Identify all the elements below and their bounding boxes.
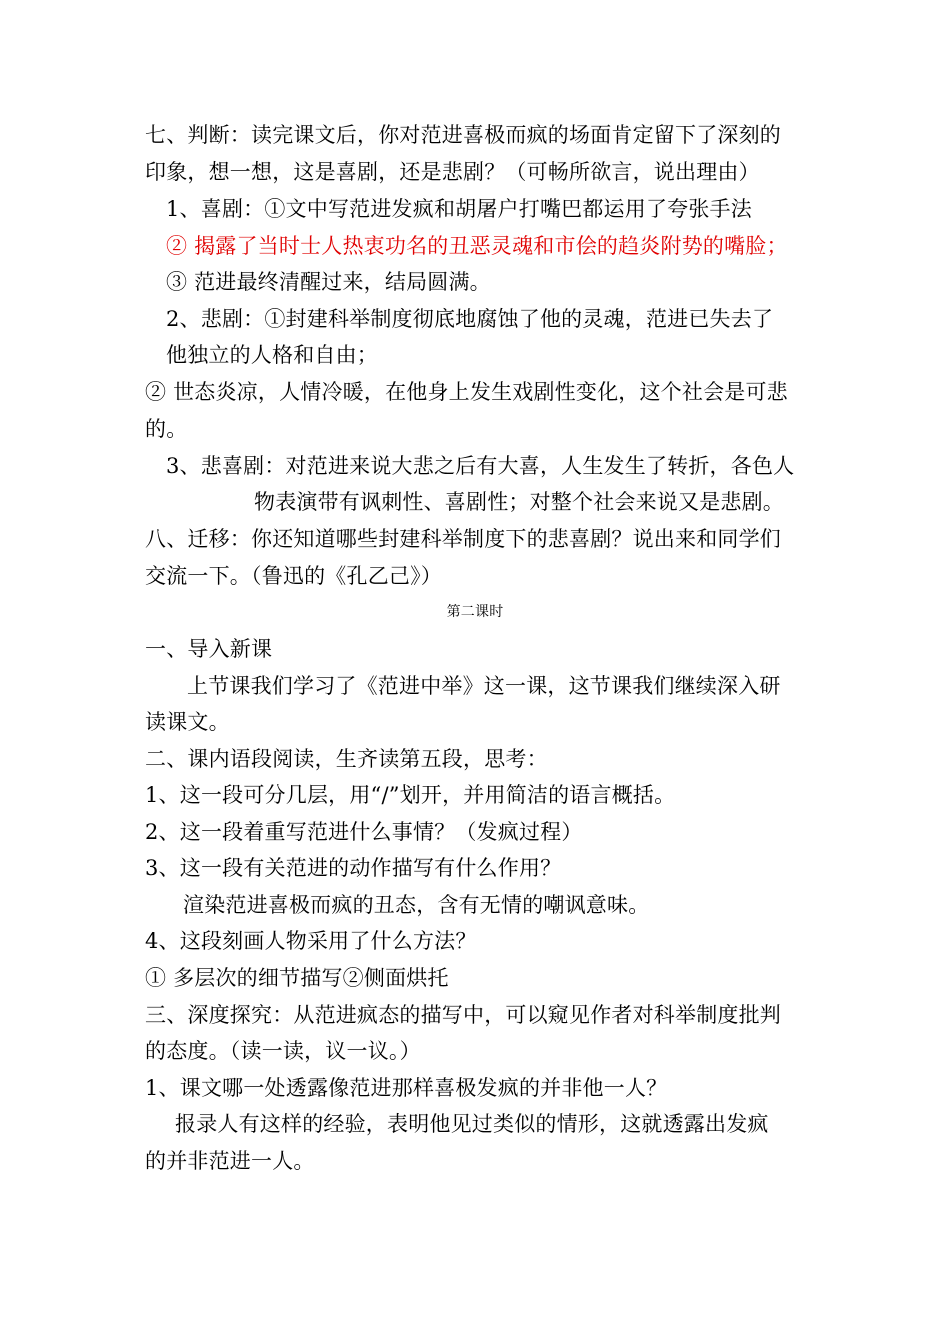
paragraph-line: 上节课我们学习了《范进中举》这一课，这节课我们继续深入研 xyxy=(187,674,781,698)
comedy-point-2-highlight: ② 揭露了当时士人热衷功名的丑恶灵魂和市侩的趋炎附势的嘴脸； xyxy=(166,234,788,258)
tragedy-point-1: 2、悲剧：①封建科举制度彻底地腐蚀了他的灵魂，范进已失去了 xyxy=(166,307,774,331)
paragraph-line: 物表演带有讽刺性、喜剧性；对整个社会来说又是悲剧。 xyxy=(254,490,784,514)
paragraph-line: 印象，想一想，这是喜剧，还是悲剧？（可畅所欲言，说出理由） xyxy=(145,160,760,184)
section-3-heading: 三、深度探究：从范进疯态的描写中，可以窥见作者对科举制度批判 xyxy=(145,1003,781,1027)
paragraph-line: 的并非范进一人。 xyxy=(145,1149,315,1173)
question-3: 3、这一段有关范进的动作描写有什么作用？ xyxy=(145,856,562,880)
comedy-point-1: 1、喜剧：①文中写范进发疯和胡屠户打嘴巴都运用了夸张手法 xyxy=(166,197,752,221)
answer-3: 渲染范进喜极而疯的丑态，含有无情的嘲讽意味。 xyxy=(183,893,650,917)
comedy-point-3: ③ 范进最终清醒过来，结局圆满。 xyxy=(166,270,491,294)
question-2: 2、这一段着重写范进什么事情？（发疯过程） xyxy=(145,820,583,844)
tragedy-point-2: ② 世态炎凉，人情冷暖，在他身上发生戏剧性变化，这个社会是可悲 xyxy=(145,380,788,404)
question-1: 1、这一段可分几层，用“/”划开，并用简洁的语言概括。 xyxy=(145,783,676,807)
paragraph-line: 他独立的人格和自由； xyxy=(166,343,378,367)
answer-4: ① 多层次的细节描写②侧面烘托 xyxy=(145,966,449,990)
question-5: 1、课文哪一处透露像范进那样喜极发疯的并非他一人？ xyxy=(145,1076,668,1100)
paragraph-line: 的态度。（读一读，议一议。） xyxy=(145,1039,421,1063)
paragraph-line: 读课文。 xyxy=(145,710,230,734)
paragraph-line: 的。 xyxy=(145,417,188,441)
section-8-heading: 八、迁移：你还知道哪些封建科举制度下的悲喜剧？说出来和同学们 xyxy=(145,527,781,551)
section-2-heading: 二、课内语段阅读，生齐读第五段，思考： xyxy=(145,747,548,771)
answer-5: 报录人有这样的经验，表明他见过类似的情形，这就透露出发疯 xyxy=(175,1112,769,1136)
lesson-2-title: 第二课时 xyxy=(446,604,504,620)
paragraph-line: 交流一下。（鲁迅的《孔乙己》） xyxy=(145,564,442,588)
section-1-heading: 一、导入新课 xyxy=(145,637,273,661)
section-7-heading: 七、判断：读完课文后，你对范进喜极而疯的场面肯定留下了深刻的 xyxy=(145,123,781,147)
question-4: 4、这段刻画人物采用了什么方法？ xyxy=(145,929,477,953)
tragicomedy-point: 3、悲喜剧：对范进来说大悲之后有大喜，人生发生了转折，各色人 xyxy=(166,454,795,478)
